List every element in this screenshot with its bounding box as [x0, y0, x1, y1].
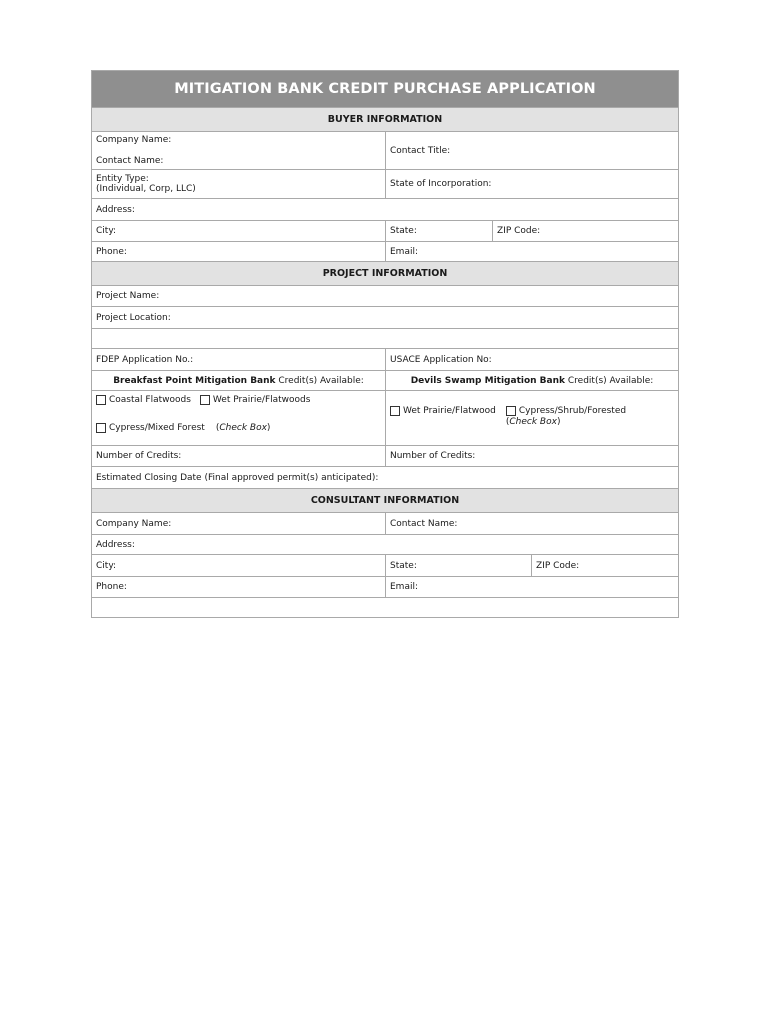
- fdep-application-cell[interactable]: [92, 349, 385, 370]
- bank1-option-coastal-flatwoods[interactable]: [96, 395, 191, 405]
- project-name-cell[interactable]: [92, 286, 678, 306]
- consultant-contact-name-label: Contact Name:: [390, 518, 458, 529]
- project-name-row: [92, 285, 678, 306]
- bank1-option-wet-prairie-label: Wet Prairie/Flatwoods: [212, 395, 311, 405]
- buyer-state-label: State:: [390, 226, 417, 236]
- consultant-zip-label: ZIP Code:: [536, 560, 580, 571]
- project-name-label: Project Name:: [96, 291, 160, 301]
- bank2-option-cypress-group: [506, 406, 635, 427]
- bank1-credits-label: Number of Credits:: [96, 451, 182, 461]
- closing-date-label: Estimated Closing Date (Final approved permit(s) anticipated):: [96, 472, 379, 483]
- checkbox-icon[interactable]: [96, 423, 106, 433]
- buyer-entity-type-hint: (Individual, Corp, LLC): [96, 184, 196, 194]
- bank1-option-cypress-mixed-forest-label: Cypress/Mixed Forest: [109, 423, 205, 433]
- checkbox-icon[interactable]: [96, 395, 106, 405]
- bank1-heading-cell: [92, 371, 385, 390]
- consultant-company-name-label: Company Name:: [96, 518, 172, 529]
- bank1-option-coastal-flatwoods-label: Coastal Flatwoods: [109, 395, 191, 405]
- project-location-row: [92, 306, 678, 328]
- bank1-name: Breakfast Point Mitigation Bank: [113, 375, 276, 386]
- buyer-city-label: City:: [96, 226, 117, 236]
- consultant-city-row: [92, 554, 678, 576]
- consultant-section-heading: CONSULTANT INFORMATION: [92, 488, 678, 512]
- bank1-options-line2: [96, 423, 270, 433]
- bank2-check-box-hint-text: Check Box: [509, 417, 557, 427]
- consultant-zip-cell[interactable]: [531, 555, 678, 576]
- consultant-phone-row: [92, 576, 678, 597]
- buyer-city-row: [92, 220, 678, 241]
- buyer-phone-label: Phone:: [96, 246, 127, 257]
- closing-date-row: [92, 466, 678, 488]
- bank2-option-cypress-shrub[interactable]: [506, 406, 626, 416]
- buyer-phone-row: [92, 241, 678, 261]
- bank1-credits-available: Credit(s) Available:: [275, 375, 364, 386]
- bank2-options-cell: [385, 391, 678, 445]
- buyer-city-cell[interactable]: [92, 221, 385, 241]
- consultant-city-label: City:: [96, 560, 117, 571]
- bank1-credits-cell[interactable]: [92, 446, 385, 466]
- bank2-credits-label: Number of Credits:: [390, 451, 476, 461]
- bank1-check-box-hint: (Check Box): [215, 423, 271, 433]
- buyer-state-incorporation-label: State of Incorporation:: [390, 179, 492, 189]
- buyer-state-incorporation-cell[interactable]: [385, 170, 678, 198]
- buyer-entity-type-label: Entity Type:: [96, 174, 149, 184]
- consultant-email-label: Email:: [390, 582, 419, 592]
- buyer-phone-cell[interactable]: [92, 242, 385, 261]
- buyer-contact-title-cell[interactable]: [385, 132, 678, 169]
- project-location-cell[interactable]: [92, 307, 678, 328]
- usace-application-label: USACE Application No:: [390, 354, 492, 365]
- bank2-name: Devils Swamp Mitigation Bank: [410, 375, 566, 386]
- bank2-heading-cell: [385, 371, 678, 390]
- checkbox-icon[interactable]: [200, 395, 210, 405]
- consultant-address-row: [92, 534, 678, 554]
- buyer-company-name-label: Company Name:: [96, 135, 172, 145]
- fdep-application-label: FDEP Application No.:: [96, 354, 194, 365]
- consultant-phone-cell[interactable]: [92, 577, 385, 597]
- bank1-check-box-hint-text: Check Box: [219, 423, 267, 433]
- bank1-options-line1: [96, 395, 319, 405]
- buyer-zip-cell[interactable]: [492, 221, 678, 241]
- buyer-entity-type-cell[interactable]: [92, 170, 385, 198]
- buyer-contact-name-label: Contact Name:: [96, 156, 164, 166]
- buyer-address-label: Address:: [96, 204, 135, 215]
- consultant-phone-label: Phone:: [96, 582, 127, 592]
- consultant-company-row: [92, 512, 678, 534]
- buyer-entity-row: [92, 169, 678, 198]
- bank-headings-row: [92, 370, 678, 390]
- credits-row: [92, 445, 678, 466]
- consultant-contact-cell[interactable]: [385, 513, 678, 534]
- project-blank-cell[interactable]: [92, 329, 678, 348]
- consultant-state-label: State:: [390, 560, 417, 571]
- consultant-city-cell[interactable]: [92, 555, 385, 576]
- bank1-option-wet-prairie[interactable]: [200, 395, 311, 405]
- consultant-address-label: Address:: [96, 539, 135, 550]
- bank2-check-box-hint: (Check Box): [505, 417, 561, 427]
- buyer-section-heading: BUYER INFORMATION: [92, 107, 678, 131]
- consultant-company-cell[interactable]: [92, 513, 385, 534]
- buyer-contact-title-label: Contact Title:: [390, 145, 451, 156]
- project-blank-row: [92, 328, 678, 348]
- closing-date-cell[interactable]: [92, 467, 678, 488]
- project-location-label: Project Location:: [96, 312, 171, 323]
- bank2-option-wet-prairie[interactable]: [390, 406, 496, 416]
- checkbox-icon[interactable]: [390, 406, 400, 416]
- form-title: MITIGATION BANK CREDIT PURCHASE APPLICATION: [92, 71, 678, 107]
- buyer-address-cell[interactable]: [92, 199, 678, 220]
- bank2-credits-available: Credit(s) Available:: [565, 375, 654, 386]
- project-application-row: [92, 348, 678, 370]
- buyer-zip-label: ZIP Code:: [497, 226, 541, 236]
- application-form: [91, 70, 679, 618]
- buyer-email-label: Email:: [390, 246, 419, 257]
- bank-options-row: [92, 390, 678, 445]
- consultant-email-cell[interactable]: [385, 577, 678, 597]
- bank2-option-cypress-shrub-label: Cypress/Shrub/Forested: [518, 406, 627, 416]
- consultant-blank-cell[interactable]: [92, 598, 678, 617]
- project-section-heading: PROJECT INFORMATION: [92, 261, 678, 285]
- buyer-state-cell[interactable]: [385, 221, 492, 241]
- bank2-credits-cell[interactable]: [385, 446, 678, 466]
- buyer-email-cell[interactable]: [385, 242, 678, 261]
- buyer-company-contact-cell[interactable]: [92, 132, 385, 169]
- bank1-options-cell: [92, 391, 385, 445]
- consultant-state-cell[interactable]: [385, 555, 531, 576]
- consultant-blank-row: [92, 597, 678, 617]
- consultant-address-cell[interactable]: [92, 535, 678, 554]
- bank2-option-wet-prairie-label: Wet Prairie/Flatwood: [403, 406, 496, 416]
- buyer-company-row: [92, 131, 678, 169]
- usace-application-cell[interactable]: [385, 349, 678, 370]
- buyer-address-row: [92, 198, 678, 220]
- checkbox-icon[interactable]: [506, 406, 516, 416]
- bank1-option-cypress-mixed-forest[interactable]: [96, 423, 205, 433]
